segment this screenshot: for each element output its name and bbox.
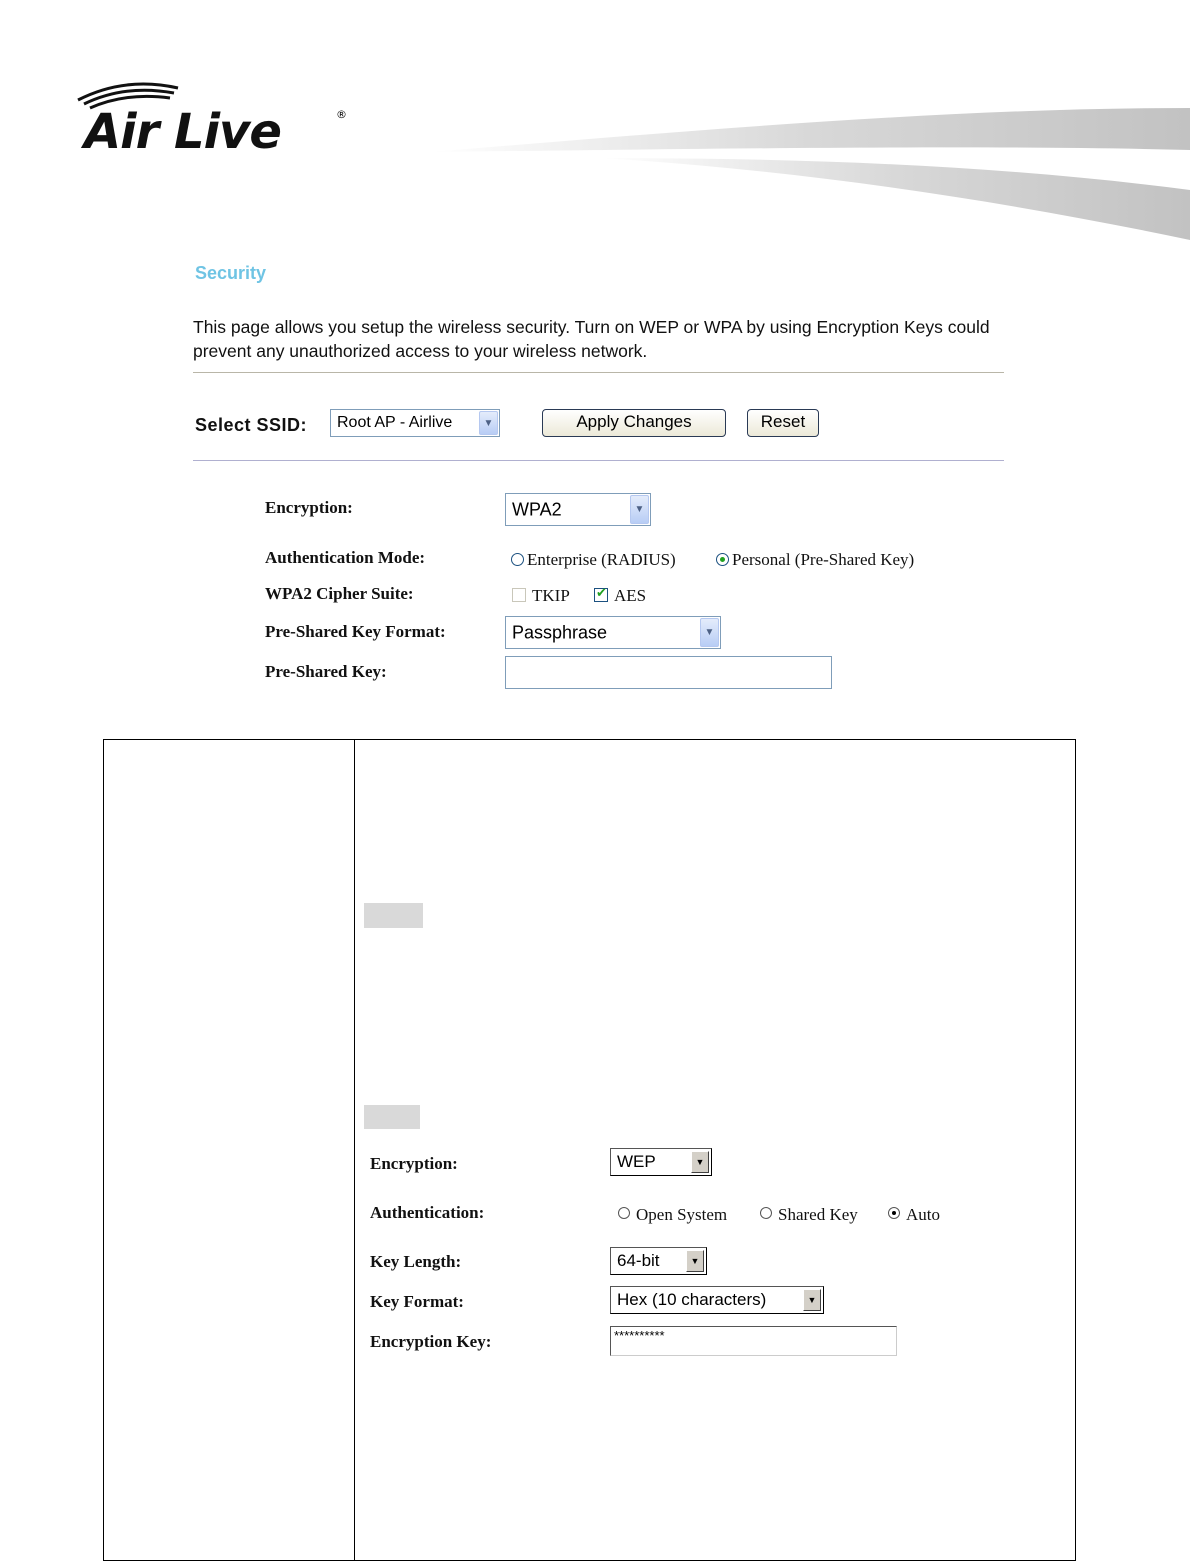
settings-table: [103, 739, 1076, 1561]
radio-icon[interactable]: [888, 1207, 900, 1219]
ssid-select[interactable]: [330, 409, 500, 437]
auth-enterprise-label: Enterprise (RADIUS): [527, 550, 676, 569]
encryption-select[interactable]: [505, 493, 651, 526]
wep-encryption-select-value: WEP: [617, 1152, 656, 1171]
apply-changes-button[interactable]: Apply Changes: [542, 409, 726, 437]
wep-encryption-label: Encryption:: [370, 1154, 458, 1173]
wep-auth-shared-option[interactable]: [760, 1205, 858, 1225]
cipher-aes-label: AES: [614, 586, 647, 605]
encryption-label: Encryption:: [265, 498, 353, 517]
registered-mark: ®: [336, 108, 347, 121]
reset-button[interactable]: Reset: [747, 409, 819, 437]
chevron-down-icon: ▼: [803, 1289, 821, 1311]
chevron-down-icon: ▼: [691, 1151, 709, 1173]
cipher-aes-option[interactable]: [594, 586, 646, 606]
wep-auth-auto-label: Auto: [906, 1205, 940, 1224]
psk-label: Pre-Shared Key:: [265, 662, 387, 681]
cipher-suite-label: WPA2 Cipher Suite:: [265, 584, 414, 603]
encryption-key-input[interactable]: **********: [610, 1326, 897, 1356]
key-length-select[interactable]: [610, 1247, 707, 1275]
header-swoosh-graphic: [0, 0, 1190, 260]
radio-icon[interactable]: [511, 553, 524, 566]
page-description: This page allows you setup the wireless security. Turn on WEP or WPA by using Encryption Keys could prevent any unauthorized access to your wireless network.: [193, 317, 990, 361]
chevron-down-icon: ▼: [630, 495, 649, 524]
wep-auth-shared-label: Shared Key: [778, 1205, 858, 1224]
authentication-mode-label: Authentication Mode:: [265, 548, 426, 567]
wep-encryption-select[interactable]: [610, 1148, 712, 1176]
checkbox-icon: [512, 588, 526, 602]
key-format-select[interactable]: [610, 1286, 824, 1314]
auth-personal-option[interactable]: [716, 550, 914, 570]
chevron-down-icon: ▼: [700, 618, 719, 647]
wep-auth-auto-option[interactable]: [888, 1205, 940, 1225]
logo-text: Air Live: [84, 104, 281, 160]
key-format-select-value: Hex (10 characters): [617, 1290, 767, 1309]
divider: [193, 372, 1004, 373]
cipher-tkip-label: TKIP: [532, 586, 570, 605]
redacted-label-box: [364, 1105, 420, 1129]
encryption-select-value: WPA2: [512, 499, 562, 519]
wep-auth-open-label: Open System: [636, 1205, 728, 1224]
key-length-select-value: 64-bit: [617, 1251, 660, 1270]
key-length-label: Key Length:: [370, 1252, 462, 1271]
wep-authentication-label: Authentication:: [370, 1203, 485, 1222]
psk-format-label: Pre-Shared Key Format:: [265, 622, 446, 641]
ssid-select-value: Root AP - Airlive: [337, 414, 453, 431]
psk-format-select[interactable]: [505, 616, 721, 649]
security-panel: [186, 255, 1016, 700]
auth-personal-label: Personal (Pre-Shared Key): [732, 550, 915, 569]
cipher-tkip-option: [512, 586, 570, 606]
page-title: Security: [195, 263, 267, 283]
psk-input[interactable]: [505, 656, 832, 689]
table-column-divider: [354, 740, 355, 1560]
key-format-label: Key Format:: [370, 1292, 464, 1311]
chevron-down-icon: ▼: [686, 1250, 704, 1272]
redacted-label-box: [364, 903, 423, 928]
select-ssid-label: Select SSID:: [195, 415, 308, 435]
wep-auth-open-option[interactable]: [618, 1205, 727, 1225]
auth-enterprise-option[interactable]: [511, 550, 676, 570]
encryption-key-label: Encryption Key:: [370, 1332, 492, 1351]
radio-icon[interactable]: [716, 553, 729, 566]
chevron-down-icon: ▼: [479, 411, 498, 435]
radio-icon[interactable]: [618, 1207, 630, 1219]
radio-icon[interactable]: [760, 1207, 772, 1219]
divider: [193, 460, 1004, 461]
checkbox-icon[interactable]: [594, 588, 608, 602]
psk-format-select-value: Passphrase: [512, 622, 608, 642]
